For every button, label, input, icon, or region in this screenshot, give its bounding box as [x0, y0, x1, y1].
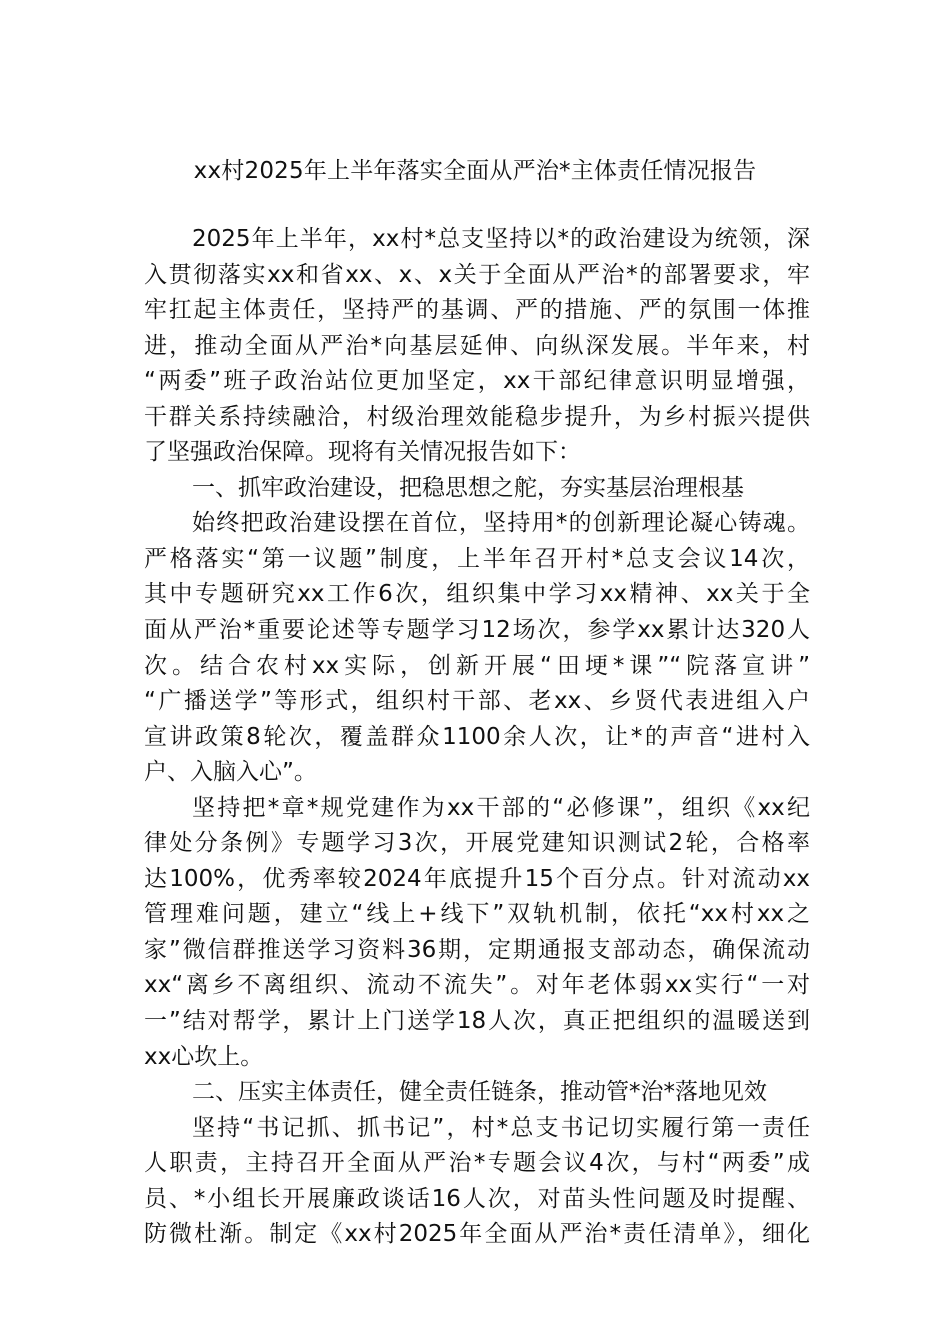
text-line: 次。结合农村xx实际，创新开展“田埂*课”“院落宣讲” — [144, 652, 810, 679]
text-line: 严格落实“第一议题”制度，上半年召开村*总支会议14次， — [144, 545, 810, 572]
text-line: 了坚强政治保障。现将有关情况报告如下： — [144, 439, 581, 466]
text-line: 防微杜渐。制定《xx村2025年全面从严治*责任清单》，细化 — [144, 1221, 810, 1248]
text-line: 一、抓牢政治建设，把稳思想之舵，夯实基层治理根基 — [192, 474, 744, 501]
text-line: 管理难问题，建立“线上+线下”双轨机制，依托“xx村xx之 — [144, 901, 810, 928]
text-line: 人职责，主持召开全面从严治*专题会议4次，与村“两委”成 — [144, 1150, 810, 1177]
text-line: 达100%，优秀率较2024年底提升15个百分点。针对流动xx — [144, 865, 810, 892]
text-line: 员、*小组长开展廉政谈话16人次，对苗头性问题及时提醒、 — [144, 1185, 810, 1212]
text-line: 入贯彻落实xx和省xx、x、x关于全面从严治*的部署要求，牢 — [144, 261, 810, 288]
text-line: 2025年上半年，xx村*总支坚持以*的政治建设为统领，深 — [192, 226, 810, 252]
text-line: 坚持“书记抓、抓书记”，村*总支书记切实履行第一责任 — [192, 1114, 810, 1141]
text-line: 牢扛起主体责任，坚持严的基调、严的措施、严的氛围一体推 — [144, 297, 810, 324]
text-line: 宣讲政策8轮次，覆盖群众1100余人次，让*的声音“进村入 — [144, 723, 810, 750]
text-line: 其中专题研究xx工作6次，组织集中学习xx精神、xx关于全 — [144, 581, 810, 608]
text-line: 干群关系持续融洽，村级治理效能稳步提升，为乡村振兴提供 — [144, 403, 810, 430]
text-line: xx“离乡不离组织、流动不流失”。对年老体弱xx实行“一对 — [144, 972, 810, 999]
text-line: 二、压实主体责任，健全责任链条，推动管*治*落地见效 — [192, 1079, 767, 1106]
text-line: 律处分条例》专题学习3次，开展党建知识测试2轮，合格率 — [144, 830, 810, 857]
text-line: “两委”班子政治站位更加坚定，xx干部纪律意识明显增强， — [144, 368, 810, 395]
text-line: 户、入脑入心”。 — [144, 759, 317, 786]
text-line: 面从严治*重要论述等专题学习12场次，参学xx累计达320人 — [144, 617, 810, 644]
text-line: “广播送学”等形式，组织村干部、老xx、乡贤代表进组入户 — [144, 688, 810, 715]
text-line: 始终把政治建设摆在首位，坚持用*的创新理论凝心铸魂。 — [192, 510, 810, 537]
document-title: xx村2025年上半年落实全面从严治*主体责任情况报告 — [193, 158, 757, 184]
text-line: 家”微信群推送学习资料36期，定期通报支部动态，确保流动 — [144, 936, 810, 963]
text-line: 坚持把*章*规党建作为xx干部的“必修课”，组织《xx纪 — [192, 794, 810, 821]
document-body — [144, 222, 810, 1253]
text-line: 进，推动全面从严治*向基层延伸、向纵深发展。半年来，村 — [144, 332, 810, 359]
text-line: 一”结对帮学，累计上门送学18人次，真正把组织的温暖送到 — [144, 1008, 810, 1035]
text-line: xx心坎上。 — [144, 1043, 264, 1070]
